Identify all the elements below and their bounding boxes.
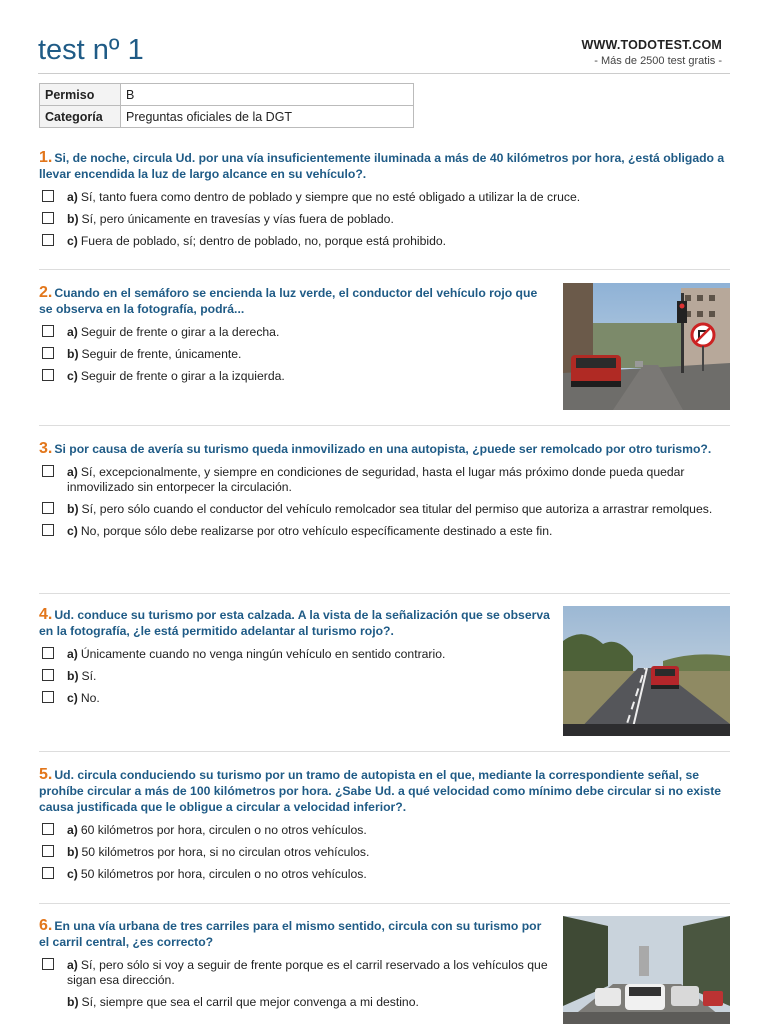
option-text: 50 kilómetros por hora, si no circulan otros vehículos.: [81, 845, 370, 859]
option-letter: a): [67, 190, 78, 204]
option-c[interactable]: [39, 369, 553, 384]
answer-checkbox[interactable]: [42, 823, 54, 835]
question-divider: [39, 269, 730, 270]
option-letter: c): [67, 691, 78, 705]
answer-checkbox[interactable]: [42, 958, 54, 970]
question-text: [39, 150, 730, 182]
answer-checkbox[interactable]: [42, 234, 54, 246]
option-b[interactable]: [39, 845, 730, 860]
option-letter: b): [67, 845, 79, 859]
categoria-value: Preguntas oficiales de la DGT: [121, 106, 414, 128]
option-a[interactable]: [39, 190, 730, 205]
question-label: Cuando en el semáforo se encienda la luz verde, el conductor del vehículo rojo que se observa en la fotografía, podrá...: [39, 286, 538, 316]
answer-checkbox[interactable]: [42, 524, 54, 536]
question-number: 6.: [39, 917, 53, 934]
question-4-photo: [563, 606, 730, 736]
option-letter: c): [67, 234, 78, 248]
option-letter: b): [67, 669, 79, 683]
question-label: Si por causa de avería su turismo queda inmovilizado en una autopista, ¿puede ser remolcado por otro turismo?.: [54, 442, 712, 456]
question-4: [39, 607, 553, 713]
question-number: 3.: [39, 440, 53, 457]
question-2-photo: [563, 283, 730, 410]
question-2: [39, 285, 553, 391]
option-letter: a): [67, 465, 78, 479]
option-c[interactable]: [39, 524, 730, 539]
option-b[interactable]: [39, 212, 730, 227]
permiso-label: Permiso: [40, 84, 121, 106]
answer-checkbox[interactable]: [42, 647, 54, 659]
option-text: Fuera de poblado, sí; dentro de poblado, no, porque está prohibido.: [80, 234, 447, 248]
question-6-photo: [563, 916, 730, 1024]
question-number: 2.: [39, 284, 53, 301]
answer-checkbox[interactable]: [42, 325, 54, 337]
test-meta-table: [39, 83, 414, 128]
answer-checkbox[interactable]: [42, 212, 54, 224]
answer-checkbox[interactable]: [42, 845, 54, 857]
option-text: Sí, pero sólo si voy a seguir de frente porque es el carril reservado a los vehículos que sigan esa dirección.: [67, 958, 548, 987]
option-text: No, porque sólo debe realizarse por otro vehículo específicamente destinado a este fin.: [80, 524, 553, 538]
question-number: 1.: [39, 149, 53, 166]
option-letter: b): [67, 502, 79, 516]
option-b[interactable]: [39, 347, 553, 362]
question-divider: [39, 903, 730, 904]
question-label: Ud. circula conduciendo su turismo por un tramo de autopista en el que, mediante la correspondiente señal, se prohíbe circular a más de 100 kilómetros por hora. ¿Sabe Ud. a qué velocidad como mínimo debe circular si no existe causa justificada que le obligue a circular a velocidad inferior?.: [39, 768, 722, 814]
option-b[interactable]: [39, 502, 730, 517]
option-text: Sí.: [81, 669, 97, 683]
urban-three-lane-photo: [563, 916, 730, 1024]
answer-checkbox[interactable]: [42, 691, 54, 703]
question-5: [39, 767, 730, 889]
option-text: Únicamente cuando no venga ningún vehículo en sentido contrario.: [80, 647, 446, 661]
answer-checkbox[interactable]: [42, 190, 54, 202]
answer-checkbox[interactable]: [42, 465, 54, 477]
option-letter: a): [67, 823, 78, 837]
question-label: Ud. conduce su turismo por esta calzada. A la vista de la señalización que se observa en la fotografía, ¿le está permitido adelantar al turismo rojo?.: [39, 608, 550, 638]
option-letter: c): [67, 369, 78, 383]
question-3: [39, 441, 730, 546]
option-text: 60 kilómetros por hora, circulen o no otros vehículos.: [80, 823, 367, 837]
option-text: Sí, tanto fuera como dentro de poblado y siempre que no esté obligado a utilizar la de cruce.: [80, 190, 581, 204]
option-letter: b): [67, 347, 79, 361]
option-letter: a): [67, 325, 78, 339]
meta-row-permiso: [40, 84, 414, 106]
question-text: [39, 918, 553, 950]
permiso-value: B: [121, 84, 414, 106]
site-url[interactable]: WWW.TODOTEST.COM: [581, 38, 722, 52]
traffic-light-street-photo: [563, 283, 730, 410]
option-text: Sí, pero sólo cuando el conductor del vehículo remolcador sea titular del permiso que autoriza a arrastrar remolques.: [81, 502, 713, 516]
option-text: Sí, excepcionalmente, y siempre en condiciones de seguridad, hasta el lugar más próximo donde pueda quedar inmovilizado sin entorpecer la circulación.: [67, 465, 685, 494]
option-letter: c): [67, 867, 78, 881]
question-divider: [39, 751, 730, 752]
question-1: [39, 150, 730, 256]
page-title: test nº 1: [38, 34, 144, 66]
site-brand: [582, 38, 722, 67]
question-6: [39, 918, 553, 1017]
header-divider: [38, 73, 730, 74]
question-divider: [39, 425, 730, 426]
site-subtitle: - Más de 2500 test gratis -: [594, 55, 722, 67]
question-number: 4.: [39, 606, 53, 623]
answer-checkbox[interactable]: [42, 502, 54, 514]
question-text: [39, 285, 553, 317]
option-b[interactable]: [39, 669, 553, 684]
question-text: [39, 767, 730, 815]
question-divider: [39, 593, 730, 594]
option-a[interactable]: [39, 325, 553, 340]
answer-checkbox[interactable]: [42, 867, 54, 879]
question-text: [39, 607, 553, 639]
option-a[interactable]: [39, 465, 730, 495]
option-text: Sí, pero únicamente en travesías y vías fuera de poblado.: [81, 212, 394, 226]
option-text: No.: [80, 691, 100, 705]
option-text: Sí, siempre que sea el carril que mejor convenga a mi destino.: [81, 995, 419, 1009]
option-letter: a): [67, 958, 78, 972]
option-text: Seguir de frente o girar a la derecha.: [80, 325, 280, 339]
option-text: Seguir de frente o girar a la izquierda.: [80, 369, 285, 383]
option-c[interactable]: [39, 691, 553, 706]
option-a[interactable]: [39, 958, 553, 988]
categoria-label: Categoría: [40, 106, 121, 128]
option-c[interactable]: [39, 867, 730, 882]
option-b[interactable]: [39, 995, 553, 1010]
option-c[interactable]: [39, 234, 730, 249]
answer-checkbox[interactable]: [42, 369, 54, 381]
option-a[interactable]: [39, 823, 730, 838]
option-text: 50 kilómetros por hora, circulen o no otros vehículos.: [80, 867, 367, 881]
option-letter: c): [67, 524, 78, 538]
option-text: Seguir de frente, únicamente.: [81, 347, 242, 361]
question-label: En una vía urbana de tres carriles para el mismo sentido, circula con su turismo por el carril central, ¿es correcto?: [39, 919, 542, 949]
answer-checkbox[interactable]: [42, 347, 54, 359]
option-letter: b): [67, 995, 79, 1009]
question-number: 5.: [39, 766, 53, 783]
option-letter: b): [67, 212, 79, 226]
meta-row-categoria: [40, 106, 414, 128]
answer-checkbox[interactable]: [42, 669, 54, 681]
question-label: Si, de noche, circula Ud. por una vía insuficientemente iluminada a más de 40 kilómetros por hora, ¿está obligado a llevar encendida la luz de largo alcance en su vehículo?.: [39, 151, 725, 181]
question-text: [39, 441, 730, 457]
option-a[interactable]: [39, 647, 553, 662]
road-overtaking-photo: [563, 606, 730, 736]
option-letter: a): [67, 647, 78, 661]
